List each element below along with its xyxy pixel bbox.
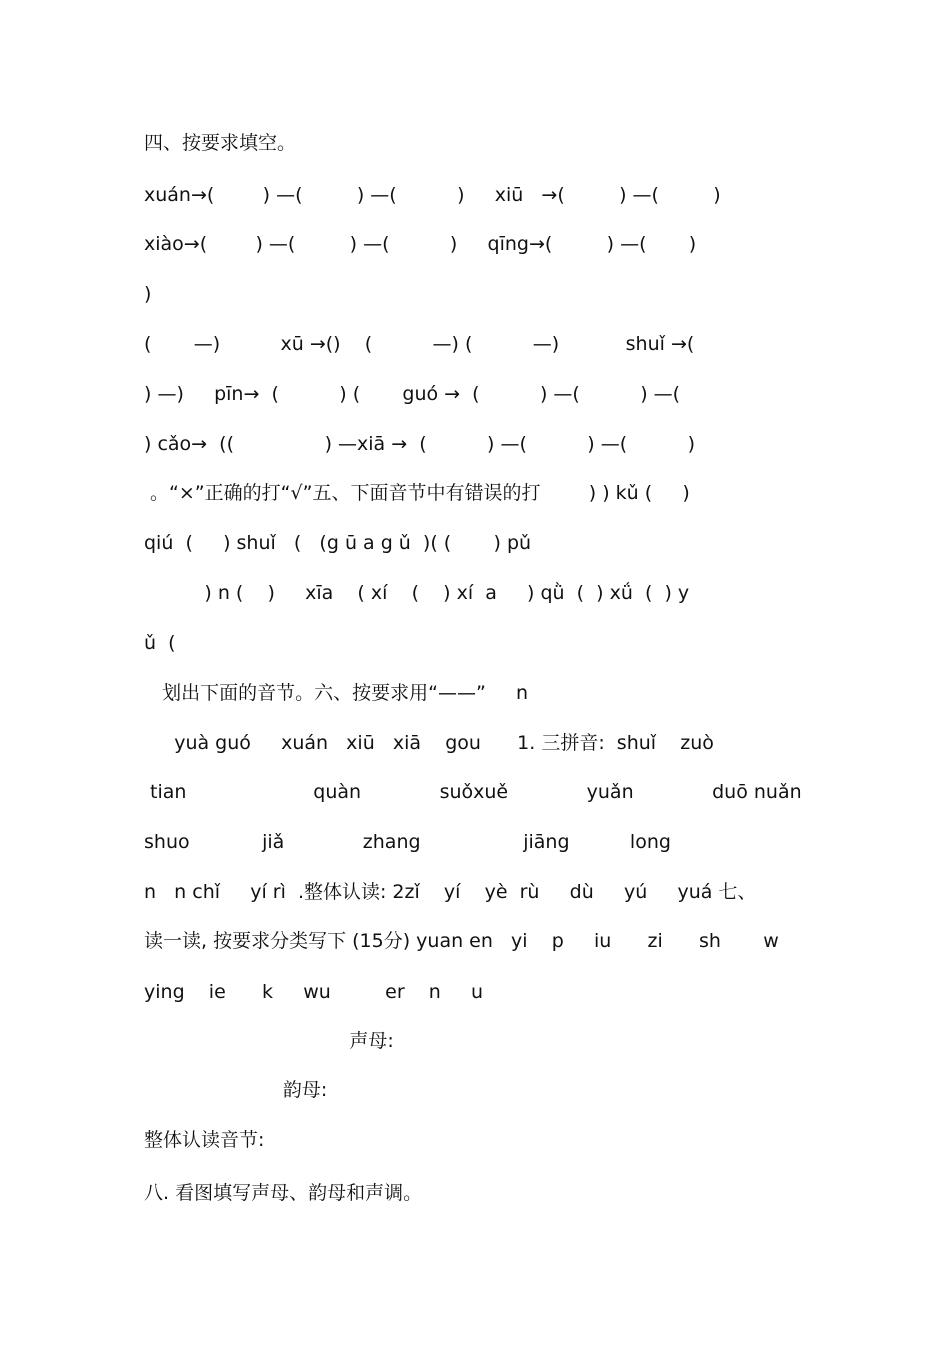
whole-syllables-label: 整体认读音节: bbox=[144, 1129, 265, 1151]
section-5-line: 。“×”正确的打“√”五、下面音节中有错误的打 ) ) kǔ ( ) bbox=[144, 482, 690, 504]
section-6-line: 划出下面的音节。六、按要求用“——” n bbox=[144, 682, 529, 704]
exercise-line: ying ie k wu er n u bbox=[144, 981, 484, 1003]
exercise-line: ǔ ( bbox=[144, 632, 176, 654]
exercise-line: xiào→( ) —( ) —( ) qīng→( ) —( ) bbox=[144, 233, 697, 255]
exercise-line: qiú ( ) shuǐ ( (g ū a g ǔ )( ( ) pǔ bbox=[144, 532, 532, 554]
exercise-line: ( —) xū →() ( —) ( —) shuǐ →( bbox=[144, 333, 695, 355]
section-8-title: 八. 看图填写声母、韵母和声调。 bbox=[144, 1182, 423, 1204]
initials-label: 声母: bbox=[144, 1030, 394, 1052]
exercise-line: tian quàn suǒxuě yuǎn duō nuǎn bbox=[144, 781, 802, 803]
section-7-line: 读一读, 按要求分类写下 (15分) yuan en yi p iu zi sh w bbox=[144, 930, 779, 952]
exercise-line: n n chǐ yí rì .整体认读: 2zǐ yí yè rù dù yú yuá 七、 bbox=[144, 881, 757, 903]
section-4-title: 四、按要求填空。 bbox=[144, 132, 297, 154]
exercise-line: xuán→( ) —( ) —( ) xiū →( ) —( ) bbox=[144, 184, 721, 206]
exercise-line: ) bbox=[144, 283, 152, 305]
exercise-line: ) —) pīn→ ( ) ( guó → ( ) —( ) —( bbox=[144, 383, 681, 405]
finals-label: 韵母: bbox=[144, 1079, 328, 1101]
exercise-line: shuo jiǎ zhang jiāng long bbox=[144, 831, 671, 853]
exercise-line: ) n ( ) xīa ( xí ( ) xí a ) qǜ ( ) xǘ ( ) y bbox=[144, 582, 690, 604]
exercise-line: ) cǎo→ (( ) —xiā → ( ) —( ) —( ) bbox=[144, 433, 695, 455]
exercise-line: yuà guó xuán xiū xiā gou 1. 三拼音: shuǐ zuò bbox=[144, 732, 714, 754]
